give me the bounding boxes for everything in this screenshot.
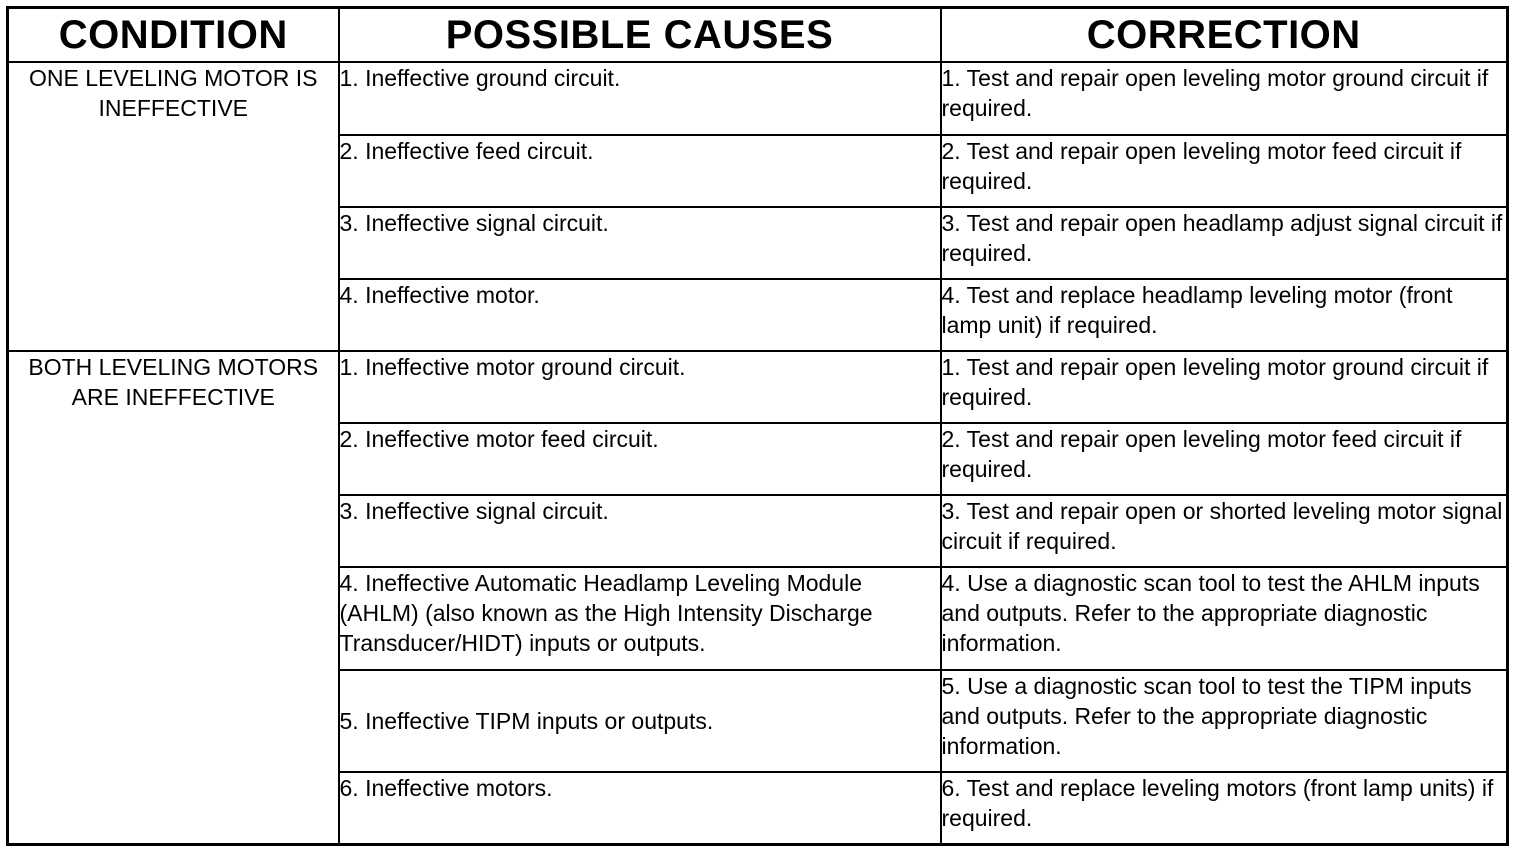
header-row [8, 8, 1508, 63]
correction-cell [941, 423, 1508, 495]
correction-cell [941, 279, 1508, 351]
correction-cell [941, 772, 1508, 844]
cause-cell [339, 351, 941, 423]
cause-cell [339, 495, 941, 567]
header-correction: CORRECTION [941, 8, 1508, 63]
cause-text: 3. Ineffective signal circuit. [339, 210, 609, 236]
condition-text: ONE LEVELING MOTOR IS INEFFECTIVE [29, 65, 318, 121]
diagnosis-table-container [6, 6, 1506, 842]
condition-cell [8, 351, 339, 844]
cause-cell [339, 567, 941, 670]
cause-cell [339, 670, 941, 772]
cause-text: 2. Ineffective feed circuit. [339, 138, 594, 164]
correction-text: 2. Test and repair open leveling motor feed circuit if required. [941, 426, 1462, 482]
correction-text: 4. Use a diagnostic scan tool to test the AHLM inputs and outputs. Refer to the appropriate diagnostic information. [941, 570, 1480, 656]
cause-text: 1. Ineffective motor ground circuit. [339, 354, 686, 380]
correction-cell [941, 495, 1508, 567]
cause-text: 3. Ineffective signal circuit. [339, 498, 609, 524]
cause-text: 1. Ineffective ground circuit. [339, 65, 621, 91]
cause-cell [339, 207, 941, 279]
cause-cell [339, 62, 941, 135]
cause-cell [339, 772, 941, 844]
cause-text: 4. Ineffective Automatic Headlamp Leveling Module (AHLM) (also known as the High Intensity Discharge Transducer/HIDT) inputs or outputs. [339, 570, 873, 656]
diagnosis-table [6, 6, 1509, 846]
table-row [8, 351, 1508, 423]
header-possible-causes: POSSIBLE CAUSES [339, 8, 941, 63]
correction-text: 1. Test and repair open leveling motor ground circuit if required. [941, 65, 1489, 121]
correction-text: 4. Test and replace headlamp leveling motor (front lamp unit) if required. [941, 282, 1453, 338]
condition-cell [8, 62, 339, 351]
correction-cell [941, 351, 1508, 423]
correction-cell [941, 207, 1508, 279]
correction-cell [941, 62, 1508, 135]
correction-text: 3. Test and repair open or shorted leveling motor signal circuit if required. [941, 498, 1503, 554]
correction-text: 3. Test and repair open headlamp adjust signal circuit if required. [941, 210, 1503, 266]
correction-text: 5. Use a diagnostic scan tool to test the TIPM inputs and outputs. Refer to the appropriate diagnostic information. [941, 673, 1472, 759]
correction-cell [941, 135, 1508, 207]
cause-cell [339, 279, 941, 351]
cause-text: 6. Ineffective motors. [339, 775, 553, 801]
correction-text: 6. Test and replace leveling motors (front lamp units) if required. [941, 775, 1494, 831]
correction-cell [941, 670, 1508, 772]
header-condition: CONDITION [8, 8, 339, 63]
correction-text: 2. Test and repair open leveling motor feed circuit if required. [941, 138, 1462, 194]
cause-text: 2. Ineffective motor feed circuit. [339, 426, 659, 452]
correction-cell [941, 567, 1508, 670]
table-row [8, 62, 1508, 135]
cause-text: 5. Ineffective TIPM inputs or outputs. [339, 708, 714, 734]
correction-text: 1. Test and repair open leveling motor ground circuit if required. [941, 354, 1489, 410]
condition-text: BOTH LEVELING MOTORS ARE INEFFECTIVE [28, 354, 319, 410]
cause-cell [339, 423, 941, 495]
cause-cell [339, 135, 941, 207]
cause-text: 4. Ineffective motor. [339, 282, 540, 308]
